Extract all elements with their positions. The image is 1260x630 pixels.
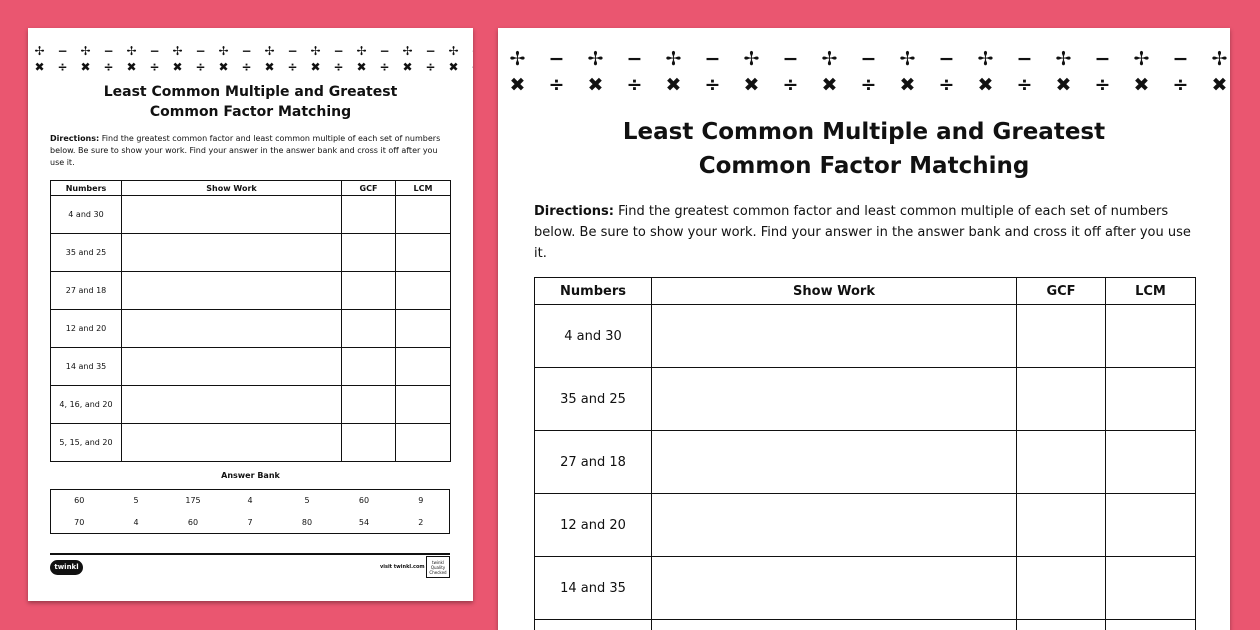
math-symbol-icon: ✖	[448, 60, 459, 74]
math-symbol-icon: ✖	[218, 60, 229, 74]
row-numbers: 35 and 25	[535, 368, 652, 431]
worksheet-title	[498, 115, 1230, 183]
math-symbol-icon: ✢	[1133, 48, 1150, 70]
math-symbol-icon: ÷	[149, 60, 160, 74]
worksheet-thumbnail	[28, 28, 473, 601]
table-row	[535, 494, 1196, 557]
math-symbol-icon: ÷	[1094, 74, 1111, 96]
math-symbol-icon: ✖	[977, 74, 994, 96]
math-symbol-icon: ✢	[402, 44, 413, 58]
answer-value[interactable]: 60	[358, 496, 370, 506]
work-cell[interactable]	[122, 272, 342, 310]
worksheet-zoomed	[498, 28, 1230, 630]
math-symbol-icon: ✢	[356, 44, 367, 58]
row-numbers: 14 and 35	[535, 557, 652, 620]
answer-bank-body	[51, 490, 450, 534]
lcm-cell[interactable]	[396, 386, 451, 424]
math-symbol-icon: ÷	[860, 74, 877, 96]
math-symbol-icon: ÷	[241, 60, 252, 74]
table-row	[51, 386, 451, 424]
math-symbol-icon: ✖	[821, 74, 838, 96]
header-show-work: Show Work	[652, 278, 1017, 305]
gcf-cell[interactable]	[342, 348, 396, 386]
directions-label: Directions:	[50, 134, 100, 143]
worksheet-title	[28, 82, 473, 122]
math-symbol-icon: ÷	[57, 60, 68, 74]
math-symbol-icon: ✢	[80, 44, 91, 58]
lcm-cell[interactable]	[1106, 620, 1196, 630]
title-line-1: Least Common Multiple and Greatest	[622, 119, 1106, 145]
math-symbol-icon: ✢	[448, 44, 459, 58]
lcm-cell[interactable]	[396, 234, 451, 272]
gcf-cell[interactable]	[1017, 431, 1106, 494]
math-symbol-icon: ✢	[218, 44, 229, 58]
answer-bank-label: Answer Bank	[221, 471, 280, 480]
math-symbol-icon: ÷	[103, 60, 114, 74]
math-symbol-icon: ✖	[665, 74, 682, 96]
work-cell[interactable]	[652, 431, 1017, 494]
work-cell[interactable]	[652, 557, 1017, 620]
math-symbol-icon: ✖	[587, 74, 604, 96]
gcf-cell[interactable]	[342, 272, 396, 310]
header-lcm: LCM	[396, 181, 451, 196]
table-row	[51, 234, 451, 272]
lcm-cell[interactable]	[1106, 368, 1196, 431]
math-symbol-icon: ÷	[379, 60, 390, 74]
answer-value[interactable]: 4	[133, 517, 139, 527]
row-numbers: 27 and 18	[51, 272, 122, 310]
row-numbers: 4 and 30	[535, 305, 652, 368]
row-numbers: 12 and 20	[535, 494, 652, 557]
lcm-cell[interactable]	[396, 424, 451, 462]
math-symbol-icon: ÷	[195, 60, 206, 74]
math-symbol-icon: −	[860, 48, 877, 70]
answer-value[interactable]: 54	[358, 517, 370, 527]
math-symbol-icon: ✖	[172, 60, 183, 74]
math-symbol-icon: ✖	[126, 60, 137, 74]
answer-value[interactable]: 70	[74, 517, 85, 527]
twinkl-logo: twinkl	[50, 560, 83, 575]
math-symbol-icon: ✢	[1055, 48, 1072, 70]
gcf-cell[interactable]	[1017, 368, 1106, 431]
title-line-1: Least Common Multiple and Greatest	[103, 84, 398, 100]
lcm-cell[interactable]	[396, 196, 451, 234]
table-row	[51, 424, 451, 462]
footer-divider	[50, 553, 450, 555]
row-numbers: 35 and 25	[51, 234, 122, 272]
work-cell[interactable]	[652, 368, 1017, 431]
math-symbol-icon: −	[1016, 48, 1033, 70]
math-symbol-icon: ✢	[310, 44, 321, 58]
math-symbol-icon: ✢	[665, 48, 682, 70]
work-cell[interactable]	[122, 310, 342, 348]
math-symbol-icon: −	[379, 44, 390, 58]
lcm-cell[interactable]	[396, 348, 451, 386]
gcf-cell[interactable]	[1017, 305, 1106, 368]
math-symbol-icon: −	[938, 48, 955, 70]
math-symbol-icon: −	[333, 44, 344, 58]
quality-badge: twinkl Quality Checked	[426, 556, 450, 578]
math-symbol-icon: ✢	[899, 48, 916, 70]
table-row	[535, 368, 1196, 431]
row-numbers: 4 and 30	[51, 196, 122, 234]
gcf-cell[interactable]	[342, 310, 396, 348]
answer-bank-row	[51, 512, 450, 534]
math-symbol-icon	[465, 60, 473, 74]
directions	[534, 201, 1196, 264]
table-row	[535, 557, 1196, 620]
work-table	[50, 180, 451, 462]
header-gcf: GCF	[1017, 278, 1106, 305]
math-symbol-icon: −	[704, 48, 721, 70]
row-numbers: 4, 16, and 20	[51, 386, 122, 424]
math-symbol-icon: ÷	[425, 60, 436, 74]
directions-text: Find the greatest common factor and least common multiple of each set of numbers below. Be sure to show your work. Find your answer in the answer bank and cross it off after you use it.	[50, 134, 441, 167]
math-symbol-icon: ✖	[1055, 74, 1072, 96]
math-symbol-icon: ✢	[34, 44, 45, 58]
math-symbol-icon: −	[57, 44, 68, 58]
gcf-cell[interactable]	[342, 386, 396, 424]
math-symbol-icon: ✢	[587, 48, 604, 70]
footer-site: visit twinkl.com	[380, 564, 425, 570]
answer-value[interactable]: 4	[247, 496, 253, 506]
work-cell[interactable]	[122, 234, 342, 272]
work-table	[534, 277, 1196, 630]
row-numbers: 12 and 20	[51, 310, 122, 348]
work-table-body	[51, 196, 451, 462]
symbol-border-top-row	[498, 48, 1230, 70]
work-cell[interactable]	[122, 348, 342, 386]
title-line-2: Common Factor Matching	[149, 104, 352, 120]
math-symbol-icon: ÷	[1172, 74, 1189, 96]
gcf-cell[interactable]	[342, 424, 396, 462]
math-symbol-icon: ÷	[1016, 74, 1033, 96]
lcm-cell[interactable]	[396, 310, 451, 348]
row-numbers: 27 and 18	[535, 431, 652, 494]
math-symbol-icon: ✢	[821, 48, 838, 70]
work-cell[interactable]	[122, 196, 342, 234]
directions	[50, 133, 450, 169]
math-symbol-icon: ✖	[1211, 74, 1228, 96]
header-numbers: Numbers	[535, 278, 652, 305]
math-symbol-icon: ✢	[126, 44, 137, 58]
math-symbol-icon: ✖	[264, 60, 275, 74]
lcm-cell[interactable]	[396, 272, 451, 310]
answer-value[interactable]: 60	[74, 496, 85, 506]
math-symbol-icon: −	[103, 44, 114, 58]
math-symbol-icon: −	[241, 44, 252, 58]
gcf-cell[interactable]	[342, 196, 396, 234]
table-row	[51, 196, 451, 234]
math-symbol-icon: ✖	[310, 60, 321, 74]
lcm-cell[interactable]	[1106, 494, 1196, 557]
math-symbol-icon: ÷	[782, 74, 799, 96]
symbol-border-bottom-row	[498, 74, 1230, 96]
work-table-body	[535, 305, 1196, 630]
math-symbol-icon: −	[425, 44, 436, 58]
table-row	[51, 272, 451, 310]
row-numbers: 14 and 35	[51, 348, 122, 386]
work-cell[interactable]	[122, 386, 342, 424]
answer-value[interactable]: 175	[185, 496, 201, 506]
header-lcm: LCM	[1106, 278, 1196, 305]
math-symbol-icon: −	[287, 44, 298, 58]
answer-value[interactable]: 9	[418, 496, 424, 506]
answer-value[interactable]: 7	[247, 517, 253, 527]
header-numbers: Numbers	[51, 181, 122, 196]
math-symbol-icon: ÷	[704, 74, 721, 96]
math-symbol-icon: −	[1172, 48, 1189, 70]
math-symbol-icon: ✢	[977, 48, 994, 70]
math-symbol-icon: −	[782, 48, 799, 70]
math-symbol-icon: −	[195, 44, 206, 58]
math-symbol-icon: ÷	[548, 74, 565, 96]
header-gcf: GCF	[342, 181, 396, 196]
math-symbol-icon: −	[1094, 48, 1111, 70]
table-row	[535, 620, 1196, 630]
directions-text: Find the greatest common factor and least common multiple of each set of numbers below. Be sure to show your work. Find your answer in the answer bank and cross it off after you use it.	[534, 204, 1191, 261]
math-symbol-icon: ✢	[743, 48, 760, 70]
math-symbol-icon: ✖	[402, 60, 413, 74]
math-symbol-icon: ✖	[356, 60, 367, 74]
math-symbol-icon: ✢	[509, 48, 526, 70]
row-numbers	[535, 620, 652, 630]
gcf-cell[interactable]	[1017, 494, 1106, 557]
table-row	[535, 431, 1196, 494]
math-symbol-icon: ÷	[333, 60, 344, 74]
work-cell[interactable]	[652, 620, 1017, 630]
math-symbol-icon: −	[626, 48, 643, 70]
table-row	[51, 310, 451, 348]
answer-bank-table	[50, 489, 450, 534]
gcf-cell[interactable]	[1017, 620, 1106, 630]
header-show-work: Show Work	[122, 181, 342, 196]
math-symbol-icon: ✖	[34, 60, 45, 74]
table-row	[535, 305, 1196, 368]
gcf-cell[interactable]	[342, 234, 396, 272]
math-symbol-icon: ✢	[1211, 48, 1228, 70]
answer-value[interactable]: 60	[187, 517, 199, 527]
answer-value[interactable]: 5	[133, 496, 139, 506]
math-symbol-icon: −	[548, 48, 565, 70]
row-numbers: 5, 15, and 20	[51, 424, 122, 462]
work-cell[interactable]	[652, 494, 1017, 557]
symbol-border-bottom-row	[28, 56, 473, 75]
math-symbol-icon: ✖	[80, 60, 91, 74]
gcf-cell[interactable]	[1017, 557, 1106, 620]
answer-value[interactable]: 2	[418, 517, 424, 527]
answer-value[interactable]: 80	[301, 517, 313, 527]
math-symbol-icon: ✖	[743, 74, 760, 96]
math-symbol-icon: −	[149, 44, 160, 58]
lcm-cell[interactable]	[1106, 557, 1196, 620]
math-symbol-icon: ✖	[509, 74, 526, 96]
math-symbol-icon: ÷	[938, 74, 955, 96]
work-cell[interactable]	[122, 424, 342, 462]
table-row	[51, 348, 451, 386]
answer-bank-row	[51, 490, 450, 512]
lcm-cell[interactable]	[1106, 431, 1196, 494]
math-symbol-icon: ÷	[287, 60, 298, 74]
title-line-2: Common Factor Matching	[698, 153, 1030, 179]
math-symbol-icon: ✖	[1133, 74, 1150, 96]
math-symbol-icon: ✖	[899, 74, 916, 96]
answer-value[interactable]: 5	[304, 496, 310, 506]
directions-label: Directions:	[534, 204, 614, 219]
math-symbol-icon: ÷	[626, 74, 643, 96]
math-symbol-icon: ✢	[264, 44, 275, 58]
lcm-cell[interactable]	[1106, 305, 1196, 368]
math-symbol-icon: ✢	[172, 44, 183, 58]
work-cell[interactable]	[652, 305, 1017, 368]
